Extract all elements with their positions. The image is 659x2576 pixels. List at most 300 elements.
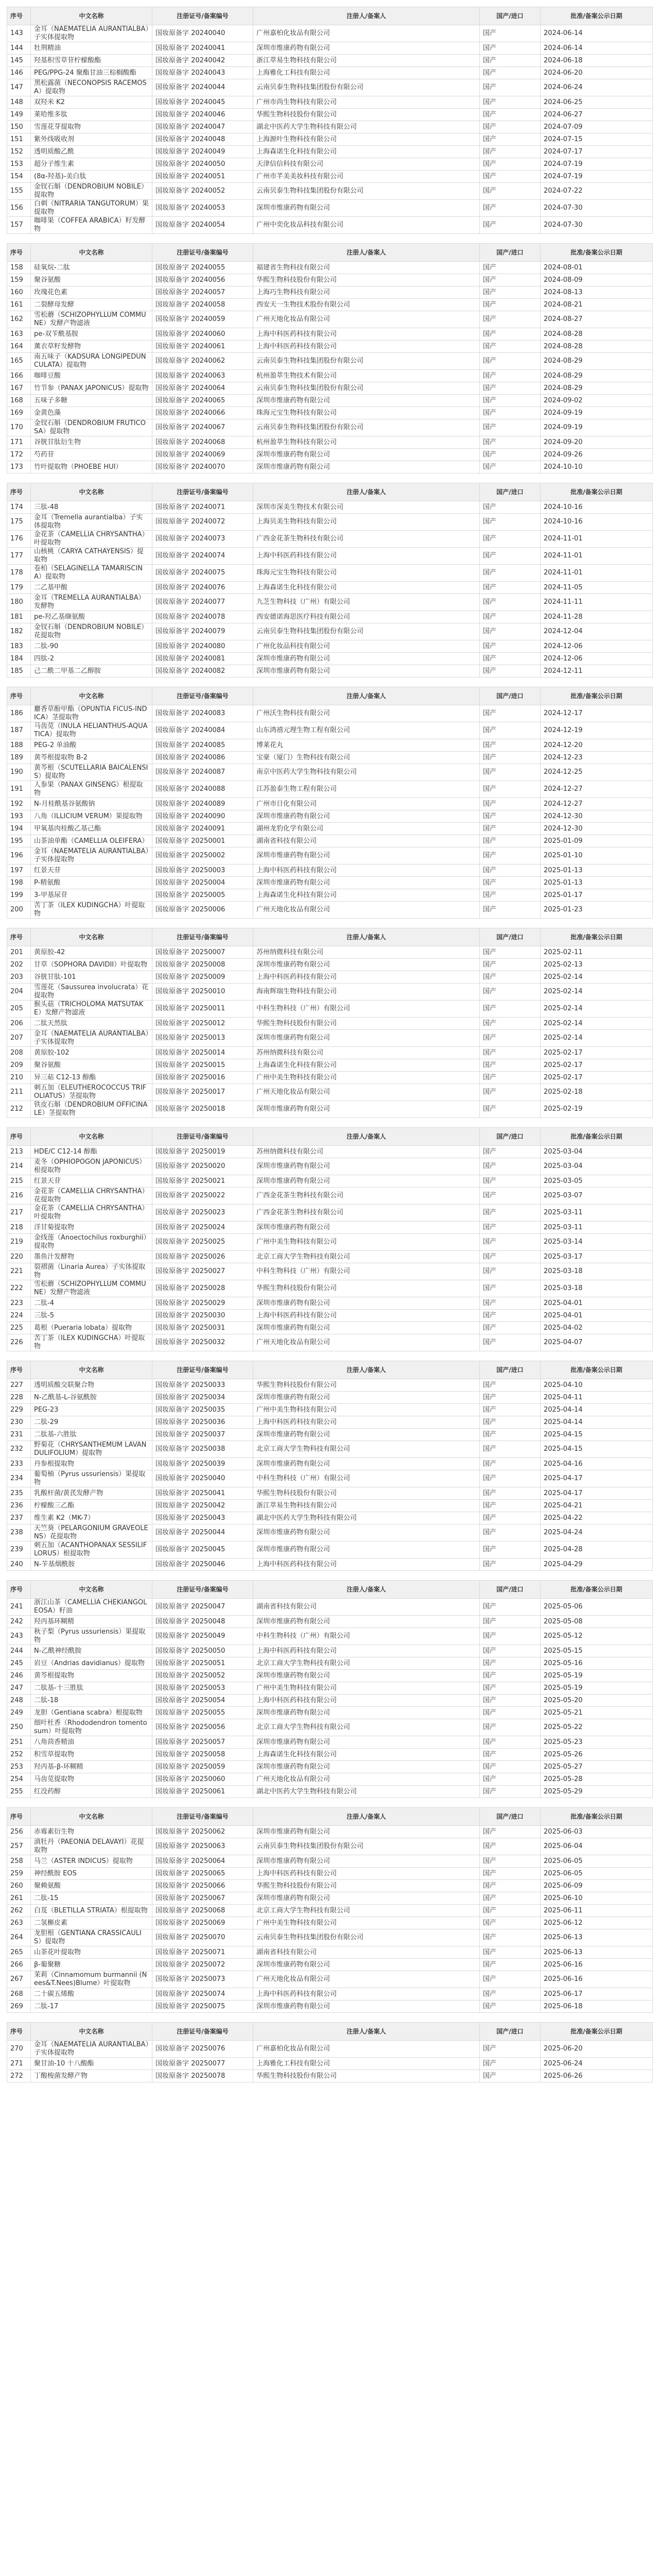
cell-reg: 国妆原备字 20250060 bbox=[152, 1773, 253, 1786]
table-row bbox=[7, 1458, 653, 1470]
table-header-row bbox=[7, 1581, 653, 1599]
cell-name: 二裂酵母发酵 bbox=[31, 299, 152, 311]
cell-origin: 国产 bbox=[480, 514, 541, 531]
cell-name: 黄芩根（SCUTELLARIA BAICALENSIS）提取物 bbox=[31, 764, 152, 781]
cell-reg: 国妆原备字 20250070 bbox=[152, 1929, 253, 1946]
cell-name: 金钗石斛（DENDROBIUM FRUTICOSA）提取物 bbox=[31, 419, 152, 436]
cell-no: 225 bbox=[7, 1322, 31, 1334]
cell-reg: 国妆原备字 20250039 bbox=[152, 1458, 253, 1470]
cell-no: 198 bbox=[7, 877, 31, 889]
cell-app: 华熙生物科技股份有限公司 bbox=[253, 1280, 480, 1297]
cell-origin: 国产 bbox=[480, 1030, 541, 1047]
cell-app: 海南辉瑞生物科技有限公司 bbox=[253, 984, 480, 1001]
table-row bbox=[7, 548, 653, 565]
cell-app: 深圳市维康药物有限公司 bbox=[253, 848, 480, 865]
cell-app: 天津信信科技有限公司 bbox=[253, 158, 480, 171]
cell-date: 2025-04-28 bbox=[541, 1541, 653, 1558]
cell-app: 上海中科医药科技有限公司 bbox=[253, 341, 480, 353]
cell-name: 柠檬酸三乙酯 bbox=[31, 1500, 152, 1512]
column-header-app: 注册人/备案人 bbox=[253, 7, 480, 25]
cell-date: 2025-05-08 bbox=[541, 1616, 653, 1628]
registry-table bbox=[7, 1361, 653, 1571]
table-row bbox=[7, 1773, 653, 1786]
cell-name: 黄原胶-102 bbox=[31, 1047, 152, 1059]
cell-date: 2024-10-10 bbox=[541, 461, 653, 473]
table-row bbox=[7, 1988, 653, 2001]
column-header-app: 注册人/备案人 bbox=[253, 1361, 480, 1379]
cell-date: 2024-09-02 bbox=[541, 395, 653, 407]
cell-no: 176 bbox=[7, 531, 31, 548]
cell-origin: 国产 bbox=[480, 1416, 541, 1429]
column-header-reg: 注册证号/备案编号 bbox=[152, 1128, 253, 1146]
cell-reg: 国妆原备字 20250072 bbox=[152, 1959, 253, 1971]
cell-date: 2024-06-27 bbox=[541, 109, 653, 121]
cell-app: 博莱花丸 bbox=[253, 739, 480, 752]
registry-table bbox=[7, 7, 653, 234]
cell-no: 239 bbox=[7, 1541, 31, 1558]
cell-origin: 国产 bbox=[480, 946, 541, 959]
cell-name: 黄芩根提取物 bbox=[31, 1670, 152, 1682]
cell-reg: 国妆原备字 20250055 bbox=[152, 1707, 253, 1719]
cell-no: 206 bbox=[7, 1018, 31, 1030]
cell-reg: 国妆原备字 20250009 bbox=[152, 971, 253, 984]
cell-date: 2024-09-20 bbox=[541, 436, 653, 449]
cell-name: 异三萜 C12-13 醇酯 bbox=[31, 1072, 152, 1084]
cell-no: 144 bbox=[7, 42, 31, 55]
column-header-reg: 注册证号/备案编号 bbox=[152, 687, 253, 705]
cell-date: 2025-06-24 bbox=[541, 2058, 653, 2070]
cell-app: 深圳市维康药物有限公司 bbox=[253, 449, 480, 461]
table-row bbox=[7, 1280, 653, 1297]
cell-app: 深圳市维康药物有限公司 bbox=[253, 1707, 480, 1719]
cell-no: 171 bbox=[7, 436, 31, 449]
cell-date: 2025-03-11 bbox=[541, 1205, 653, 1222]
column-header-date: 批准/备案公示日期 bbox=[541, 2023, 653, 2041]
cell-app: 广州天地化妆品有限公司 bbox=[253, 1084, 480, 1101]
cell-app: 中科生物科技（广州）有限公司 bbox=[253, 1628, 480, 1645]
cell-no: 264 bbox=[7, 1929, 31, 1946]
cell-name: 二肽天然肽 bbox=[31, 1018, 152, 1030]
cell-date: 2025-04-24 bbox=[541, 1524, 653, 1541]
cell-date: 2025-02-17 bbox=[541, 1047, 653, 1059]
cell-app: 广州天地化妆品有限公司 bbox=[253, 902, 480, 919]
cell-no: 236 bbox=[7, 1500, 31, 1512]
cell-app: 上海雅化工科技有限公司 bbox=[253, 2058, 480, 2070]
column-header-date: 批准/备案公示日期 bbox=[541, 687, 653, 705]
cell-reg: 国妆原备字 20240076 bbox=[152, 582, 253, 594]
cell-origin: 国产 bbox=[480, 565, 541, 582]
cell-date: 2025-04-14 bbox=[541, 1416, 653, 1429]
cell-date: 2024-12-23 bbox=[541, 752, 653, 764]
cell-app: 湖北中医药大学生物科技有限公司 bbox=[253, 121, 480, 133]
cell-no: 169 bbox=[7, 407, 31, 419]
cell-date: 2024-12-30 bbox=[541, 823, 653, 835]
cell-reg: 国妆原备字 20250073 bbox=[152, 1971, 253, 1988]
cell-app: 浙江萃易生物科技有限公司 bbox=[253, 55, 480, 67]
table-row bbox=[7, 514, 653, 531]
cell-date: 2024-12-06 bbox=[541, 640, 653, 653]
cell-reg: 国妆原备字 20240042 bbox=[152, 55, 253, 67]
cell-app: 深圳市维康药物有限公司 bbox=[253, 1959, 480, 1971]
cell-name: 龙胆根（GENTIANA CRASSICAULIS）提取物 bbox=[31, 1929, 152, 1946]
cell-name: 秋子梨（Pyrus ussuriensis）果提取物 bbox=[31, 1628, 152, 1645]
table-row bbox=[7, 79, 653, 96]
cell-reg: 国妆原备字 20240074 bbox=[152, 548, 253, 565]
cell-no: 223 bbox=[7, 1297, 31, 1310]
cell-app: 苏州纳微科技有限公司 bbox=[253, 946, 480, 959]
cell-origin: 国产 bbox=[480, 665, 541, 677]
cell-no: 218 bbox=[7, 1222, 31, 1234]
cell-no: 240 bbox=[7, 1558, 31, 1571]
cell-app: 广州中美生物科技有限公司 bbox=[253, 1234, 480, 1251]
cell-date: 2025-04-15 bbox=[541, 1441, 653, 1458]
cell-reg: 国妆原备字 20250027 bbox=[152, 1263, 253, 1280]
table-row bbox=[7, 1892, 653, 1905]
cell-app: 广州中美生物科技有限公司 bbox=[253, 1404, 480, 1416]
cell-reg: 国妆原备字 20240089 bbox=[152, 798, 253, 810]
cell-reg: 国妆原备字 20250059 bbox=[152, 1761, 253, 1773]
cell-name: 二肽-17 bbox=[31, 2001, 152, 2013]
column-header-origin: 国产/进口 bbox=[480, 1128, 541, 1146]
cell-date: 2025-06-13 bbox=[541, 1929, 653, 1946]
cell-origin: 国产 bbox=[480, 752, 541, 764]
table-row bbox=[7, 341, 653, 353]
cell-date: 2024-11-01 bbox=[541, 565, 653, 582]
cell-origin: 国产 bbox=[480, 1868, 541, 1880]
cell-app: 广州嘉柏化妆品有限公司 bbox=[253, 25, 480, 42]
cell-name: 金耳（NAEMATELIA AURANTIALBA）子实体提取物 bbox=[31, 2041, 152, 2058]
cell-no: 210 bbox=[7, 1072, 31, 1084]
cell-name: 四肽-2 bbox=[31, 653, 152, 665]
cell-app: 中科生物科技（广州）有限公司 bbox=[253, 1263, 480, 1280]
cell-origin: 国产 bbox=[480, 1657, 541, 1670]
cell-name: 葛根（Pueraria lobata）提取物 bbox=[31, 1322, 152, 1334]
cell-date: 2025-02-17 bbox=[541, 1072, 653, 1084]
table-row bbox=[7, 1929, 653, 1946]
cell-reg: 国妆原备字 20240066 bbox=[152, 407, 253, 419]
table-row bbox=[7, 1558, 653, 1571]
cell-name: 金花茶（CAMELLIA CHRYSANTHA）叶提取物 bbox=[31, 531, 152, 548]
table-row bbox=[7, 1263, 653, 1280]
cell-origin: 国产 bbox=[480, 1429, 541, 1441]
cell-app: 上海森诺生化科技有限公司 bbox=[253, 889, 480, 902]
cell-name: 二十碳五烯酸 bbox=[31, 1988, 152, 2001]
cell-reg: 国妆原备字 20250008 bbox=[152, 959, 253, 971]
column-header-date: 批准/备案公示日期 bbox=[541, 7, 653, 25]
column-header-name: 中文名称 bbox=[31, 1361, 152, 1379]
cell-reg: 国妆原备字 20240060 bbox=[152, 328, 253, 341]
cell-reg: 国妆原备字 20240084 bbox=[152, 722, 253, 739]
cell-reg: 国妆原备字 20250076 bbox=[152, 2041, 253, 2058]
cell-reg: 国妆原备字 20250041 bbox=[152, 1487, 253, 1500]
cell-reg: 国妆原备字 20250048 bbox=[152, 1616, 253, 1628]
cell-name: 山茶花叶提取物 bbox=[31, 1946, 152, 1959]
cell-origin: 国产 bbox=[480, 1334, 541, 1351]
cell-name: 雪莲花（Saussurea involucrata）花提取物 bbox=[31, 984, 152, 1001]
cell-date: 2024-08-21 bbox=[541, 299, 653, 311]
cell-date: 2024-10-16 bbox=[541, 501, 653, 514]
cell-no: 208 bbox=[7, 1047, 31, 1059]
cell-date: 2025-06-20 bbox=[541, 2041, 653, 2058]
cell-reg: 国妆原备字 20240041 bbox=[152, 42, 253, 55]
table-row bbox=[7, 171, 653, 183]
cell-no: 173 bbox=[7, 461, 31, 473]
cell-no: 164 bbox=[7, 341, 31, 353]
cell-no: 154 bbox=[7, 171, 31, 183]
cell-name: 二肽-90 bbox=[31, 640, 152, 653]
cell-origin: 国产 bbox=[480, 1175, 541, 1188]
cell-name: 黑松露菌（NECONOPSIS RACEMOSA）提取物 bbox=[31, 79, 152, 96]
cell-reg: 国妆原备字 20250067 bbox=[152, 1892, 253, 1905]
cell-date: 2025-02-14 bbox=[541, 1018, 653, 1030]
cell-reg: 国妆原备字 20250054 bbox=[152, 1694, 253, 1707]
cell-app: 深圳市维康药物有限公司 bbox=[253, 959, 480, 971]
cell-name: 红景天苷 bbox=[31, 1175, 152, 1188]
cell-reg: 国妆原备字 20250043 bbox=[152, 1512, 253, 1524]
column-header-no: 序号 bbox=[7, 1808, 31, 1826]
cell-origin: 国产 bbox=[480, 548, 541, 565]
cell-reg: 国妆原备字 20250077 bbox=[152, 2058, 253, 2070]
cell-app: 深圳市维康药物有限公司 bbox=[253, 1736, 480, 1749]
cell-reg: 国妆原备字 20240062 bbox=[152, 353, 253, 370]
cell-name: 洋甘菊提取物 bbox=[31, 1222, 152, 1234]
cell-reg: 国妆原备字 20250013 bbox=[152, 1030, 253, 1047]
cell-no: 207 bbox=[7, 1030, 31, 1047]
table-row bbox=[7, 971, 653, 984]
table-row bbox=[7, 1905, 653, 1917]
cell-origin: 国产 bbox=[480, 823, 541, 835]
table-row bbox=[7, 121, 653, 133]
cell-name: 竹节参（PANAX JAPONICUS）提取物 bbox=[31, 382, 152, 395]
cell-app: 深圳市深美生物技术有限公司 bbox=[253, 501, 480, 514]
cell-origin: 国产 bbox=[480, 121, 541, 133]
cell-no: 151 bbox=[7, 133, 31, 146]
table-row bbox=[7, 984, 653, 1001]
cell-date: 2025-05-19 bbox=[541, 1682, 653, 1694]
cell-origin: 国产 bbox=[480, 1379, 541, 1392]
cell-date: 2025-01-10 bbox=[541, 848, 653, 865]
cell-origin: 国产 bbox=[480, 1222, 541, 1234]
table-row bbox=[7, 1946, 653, 1959]
cell-reg: 国妆原备字 20250026 bbox=[152, 1251, 253, 1263]
cell-no: 153 bbox=[7, 158, 31, 171]
table-row bbox=[7, 1175, 653, 1188]
cell-no: 267 bbox=[7, 1971, 31, 1988]
cell-origin: 国产 bbox=[480, 311, 541, 328]
cell-reg: 国妆原备字 20240090 bbox=[152, 810, 253, 823]
cell-reg: 国妆原备字 20240079 bbox=[152, 623, 253, 640]
cell-no: 243 bbox=[7, 1628, 31, 1645]
table-row bbox=[7, 565, 653, 582]
table-row bbox=[7, 311, 653, 328]
column-header-reg: 注册证号/备案编号 bbox=[152, 7, 253, 25]
registry-table bbox=[7, 1580, 653, 1798]
cell-origin: 国产 bbox=[480, 183, 541, 200]
cell-name: 南五味子（KADSURA LONGIPEDUNCULATA）提取物 bbox=[31, 353, 152, 370]
cell-date: 2025-05-21 bbox=[541, 1707, 653, 1719]
cell-origin: 国产 bbox=[480, 810, 541, 823]
cell-no: 167 bbox=[7, 382, 31, 395]
cell-date: 2024-08-13 bbox=[541, 286, 653, 299]
cell-reg: 国妆原备字 20240052 bbox=[152, 183, 253, 200]
table-header-row bbox=[7, 7, 653, 25]
table-row bbox=[7, 1880, 653, 1892]
cell-date: 2024-08-29 bbox=[541, 370, 653, 382]
cell-no: 254 bbox=[7, 1773, 31, 1786]
cell-origin: 国产 bbox=[480, 42, 541, 55]
cell-date: 2025-04-29 bbox=[541, 1558, 653, 1571]
cell-origin: 国产 bbox=[480, 1146, 541, 1158]
table-row bbox=[7, 1826, 653, 1838]
cell-no: 226 bbox=[7, 1334, 31, 1351]
cell-name: 二肽-18 bbox=[31, 1694, 152, 1707]
table-row bbox=[7, 1416, 653, 1429]
cell-no: 220 bbox=[7, 1251, 31, 1263]
cell-no: 270 bbox=[7, 2041, 31, 2058]
column-header-no: 序号 bbox=[7, 1361, 31, 1379]
cell-no: 263 bbox=[7, 1917, 31, 1929]
table-row bbox=[7, 1868, 653, 1880]
cell-no: 244 bbox=[7, 1645, 31, 1657]
cell-origin: 国产 bbox=[480, 171, 541, 183]
cell-date: 2025-05-29 bbox=[541, 1786, 653, 1798]
table-row bbox=[7, 449, 653, 461]
cell-date: 2024-07-19 bbox=[541, 158, 653, 171]
cell-app: 广州市尚生物科技有限公司 bbox=[253, 96, 480, 109]
cell-origin: 国产 bbox=[480, 877, 541, 889]
cell-origin: 国产 bbox=[480, 1628, 541, 1645]
cell-date: 2024-08-29 bbox=[541, 353, 653, 370]
cell-date: 2025-03-07 bbox=[541, 1188, 653, 1205]
cell-name: 羟丙基环糊精 bbox=[31, 1616, 152, 1628]
cell-no: 165 bbox=[7, 353, 31, 370]
cell-reg: 国妆原备字 20240080 bbox=[152, 640, 253, 653]
table-row bbox=[7, 1682, 653, 1694]
table-row bbox=[7, 501, 653, 514]
cell-origin: 国产 bbox=[480, 2058, 541, 2070]
cell-app: 北京工商大学生物科技有限公司 bbox=[253, 1719, 480, 1736]
cell-name: 咖啡豆酸 bbox=[31, 370, 152, 382]
table-row bbox=[7, 1761, 653, 1773]
cell-name: 二乙基甲酸 bbox=[31, 582, 152, 594]
cell-origin: 国产 bbox=[480, 341, 541, 353]
cell-app: 珠海元宝生物科技有限公司 bbox=[253, 407, 480, 419]
cell-reg: 国妆原备字 20250046 bbox=[152, 1558, 253, 1571]
cell-no: 268 bbox=[7, 1988, 31, 2001]
cell-no: 251 bbox=[7, 1736, 31, 1749]
cell-no: 163 bbox=[7, 328, 31, 341]
table-row bbox=[7, 1541, 653, 1558]
cell-reg: 国妆原备字 20240086 bbox=[152, 752, 253, 764]
cell-name: 墨鱼汁发酵物 bbox=[31, 1251, 152, 1263]
cell-reg: 国妆原备字 20240068 bbox=[152, 436, 253, 449]
column-header-app: 注册人/备案人 bbox=[253, 928, 480, 946]
cell-reg: 国妆原备字 20250050 bbox=[152, 1645, 253, 1657]
cell-name: 二肽基-六胜肽 bbox=[31, 1429, 152, 1441]
cell-origin: 国产 bbox=[480, 582, 541, 594]
table-row bbox=[7, 183, 653, 200]
table-row bbox=[7, 1786, 653, 1798]
cell-origin: 国产 bbox=[480, 1205, 541, 1222]
table-row bbox=[7, 705, 653, 722]
column-header-date: 批准/备案公示日期 bbox=[541, 1361, 653, 1379]
cell-date: 2025-06-16 bbox=[541, 1971, 653, 1988]
cell-origin: 国产 bbox=[480, 1251, 541, 1263]
cell-date: 2025-05-15 bbox=[541, 1645, 653, 1657]
cell-date: 2025-05-23 bbox=[541, 1736, 653, 1749]
cell-name: 维生素 K2（MK-7） bbox=[31, 1512, 152, 1524]
cell-origin: 国产 bbox=[480, 2070, 541, 2082]
cell-reg: 国妆原备字 20250023 bbox=[152, 1205, 253, 1222]
cell-origin: 国产 bbox=[480, 328, 541, 341]
cell-no: 196 bbox=[7, 848, 31, 865]
cell-no: 194 bbox=[7, 823, 31, 835]
cell-app: 杭州盈萃生物技术有限公司 bbox=[253, 370, 480, 382]
cell-date: 2024-08-28 bbox=[541, 328, 653, 341]
cell-name: N-乙酰神经酰胺 bbox=[31, 1645, 152, 1657]
cell-reg: 国妆原备字 20250074 bbox=[152, 1988, 253, 2001]
cell-app: 深圳市维康药物有限公司 bbox=[253, 1616, 480, 1628]
cell-app: 湖北中医药大学生物科技有限公司 bbox=[253, 1512, 480, 1524]
cell-app: 上海森诺生化科技有限公司 bbox=[253, 1059, 480, 1072]
cell-no: 156 bbox=[7, 200, 31, 217]
cell-date: 2024-12-19 bbox=[541, 722, 653, 739]
cell-reg: 国妆原备字 20240077 bbox=[152, 594, 253, 611]
table-row bbox=[7, 611, 653, 623]
cell-app: 上海森诺生化科技有限公司 bbox=[253, 1749, 480, 1761]
cell-app: 上海中科医药科技有限公司 bbox=[253, 1416, 480, 1429]
cell-reg: 国妆原备字 20250051 bbox=[152, 1657, 253, 1670]
cell-no: 249 bbox=[7, 1707, 31, 1719]
table-row bbox=[7, 286, 653, 299]
cell-date: 2025-01-09 bbox=[541, 835, 653, 848]
cell-date: 2025-03-05 bbox=[541, 1175, 653, 1188]
cell-reg: 国妆原备字 20240059 bbox=[152, 311, 253, 328]
cell-origin: 国产 bbox=[480, 299, 541, 311]
column-header-date: 批准/备案公示日期 bbox=[541, 483, 653, 501]
cell-reg: 国妆原备字 20250019 bbox=[152, 1146, 253, 1158]
cell-origin: 国产 bbox=[480, 1158, 541, 1175]
cell-no: 160 bbox=[7, 286, 31, 299]
cell-name: 白刺（NITRARIA TANGUTORUM）果提取物 bbox=[31, 200, 152, 217]
column-header-origin: 国产/进口 bbox=[480, 483, 541, 501]
cell-date: 2025-05-19 bbox=[541, 1670, 653, 1682]
cell-app: 广州嘉柏化妆品有限公司 bbox=[253, 2041, 480, 2058]
cell-date: 2025-06-05 bbox=[541, 1855, 653, 1868]
cell-name: 丹参根提取物 bbox=[31, 1458, 152, 1470]
cell-app: 上海源叶生物科技有限公司 bbox=[253, 133, 480, 146]
cell-no: 149 bbox=[7, 109, 31, 121]
cell-name: 玫瑰花色素 bbox=[31, 286, 152, 299]
cell-reg: 国妆原备字 20240043 bbox=[152, 67, 253, 79]
table-row bbox=[7, 1251, 653, 1263]
cell-app: 深圳市维康药物有限公司 bbox=[253, 653, 480, 665]
cell-name: 雪莲花芽提取物 bbox=[31, 121, 152, 133]
cell-app: 云南贝泰生物科技集团股份有限公司 bbox=[253, 183, 480, 200]
column-header-no: 序号 bbox=[7, 1581, 31, 1599]
cell-name: 咖啡果（COFFEA ARABICA）籽发酵物 bbox=[31, 217, 152, 234]
cell-origin: 国产 bbox=[480, 1682, 541, 1694]
cell-date: 2025-06-26 bbox=[541, 2070, 653, 2082]
table-row bbox=[7, 55, 653, 67]
cell-origin: 国产 bbox=[480, 1599, 541, 1616]
table-row bbox=[7, 2070, 653, 2082]
cell-no: 252 bbox=[7, 1749, 31, 1761]
cell-date: 2024-07-15 bbox=[541, 133, 653, 146]
cell-app: 湖北中医药大学生物科技有限公司 bbox=[253, 1786, 480, 1798]
column-header-app: 注册人/备案人 bbox=[253, 1128, 480, 1146]
cell-name: 铁皮石斛（DENDROBIUM OFFICINALE）茎提取物 bbox=[31, 1101, 152, 1118]
